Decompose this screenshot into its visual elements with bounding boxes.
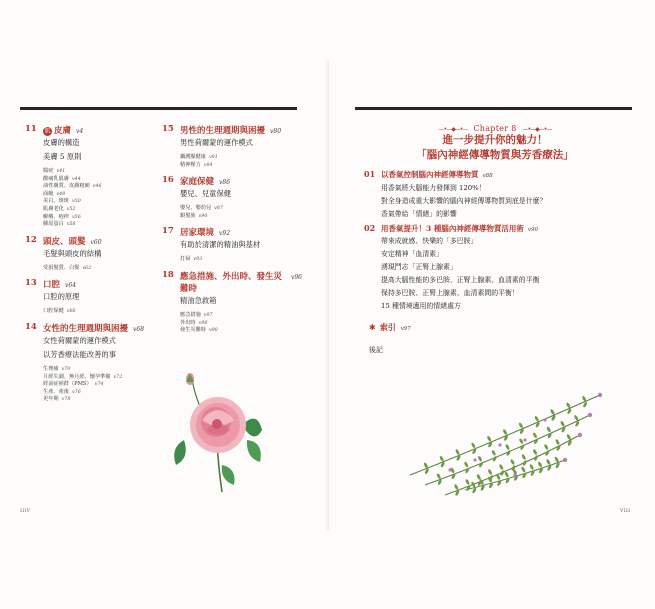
section-label: 美膚 5 原則 bbox=[43, 152, 82, 161]
rose-illustration bbox=[162, 370, 272, 495]
toc-subsection bbox=[180, 327, 302, 335]
chapter-page: v60 bbox=[90, 238, 102, 246]
chapter-number: 11 bbox=[25, 124, 37, 134]
chapter-page: v86 bbox=[219, 179, 231, 187]
subsection-label: 應急措施 bbox=[180, 311, 201, 318]
chapter-title-row bbox=[25, 278, 165, 290]
chapter-number: 16 bbox=[162, 175, 174, 186]
subsection-label: 攝護腺健康 bbox=[180, 154, 206, 160]
section-item: 帶來成就感、快樂的「多巴胺」 bbox=[381, 237, 478, 245]
chapter-badge-icon: 肌 bbox=[44, 128, 51, 135]
chapter-title-line1: 進一步提升你的魅力！ bbox=[442, 134, 548, 146]
chapter-title-row bbox=[25, 322, 165, 334]
thyme-illustration bbox=[405, 390, 605, 500]
chapter-number: 17 bbox=[162, 226, 174, 237]
subsection-page: v70 bbox=[61, 366, 71, 372]
chapter-number: 12 bbox=[25, 234, 37, 245]
chapter-body bbox=[162, 136, 302, 169]
subsection-label: 嬰兒、嬰幼兒 bbox=[180, 205, 212, 212]
toc-subsection bbox=[180, 213, 302, 221]
subsection-page: v93 bbox=[193, 257, 203, 263]
section-label: 嬰兒、兒童保健 bbox=[180, 189, 232, 199]
subsection-label: 銀髮族 bbox=[180, 212, 196, 219]
toc-chapter bbox=[25, 322, 165, 404]
top-rule-right bbox=[355, 107, 632, 110]
section-label: 口腔的原理 bbox=[43, 292, 80, 302]
subsection-label: 經前症候群（PMS） bbox=[43, 381, 92, 388]
toc-subsection bbox=[43, 168, 165, 176]
section-number: 01 bbox=[364, 169, 376, 179]
section-label: 毛髮與頭皮的結構 bbox=[43, 248, 102, 258]
chapter-body bbox=[162, 187, 302, 220]
subsection-page: v62 bbox=[82, 265, 92, 271]
subsection-page: v90 bbox=[198, 213, 208, 219]
toc-chapter bbox=[162, 226, 302, 264]
chapter-page: v80 bbox=[270, 128, 282, 135]
chapter-number: 15 bbox=[162, 124, 174, 134]
subsection-page: v78 bbox=[61, 397, 71, 403]
chapter-page: v4 bbox=[76, 128, 84, 135]
toc-subsection bbox=[43, 396, 165, 404]
toc-subsection bbox=[180, 162, 302, 170]
subsection-label: 癬癢、疱疹 bbox=[43, 213, 69, 220]
subsection-page: v98 bbox=[198, 320, 208, 326]
subsection-page: v72 bbox=[113, 374, 123, 380]
toc-chapter bbox=[162, 124, 302, 169]
subsection-label: 酸痛乳肌膚 bbox=[43, 175, 69, 182]
star-icon: ✱ bbox=[369, 323, 376, 332]
chapter-title: 頭皮、頭髮 bbox=[43, 236, 86, 247]
book-spine bbox=[326, 60, 329, 530]
section-label: 女性荷爾蒙的運作模式 bbox=[43, 335, 116, 345]
section-title: 以香氣控制腦內神經傳導物質 bbox=[381, 170, 479, 179]
toc-subsection bbox=[43, 374, 165, 382]
chapter-title-row bbox=[162, 270, 302, 294]
toc-subsection bbox=[43, 183, 165, 191]
chapter-title-row bbox=[162, 226, 302, 238]
toc-subsection bbox=[43, 206, 165, 214]
chapter-number: 18 bbox=[162, 269, 174, 280]
chapter-title: 居家環境 bbox=[180, 228, 215, 239]
section-label: 精油急救箱 bbox=[180, 295, 217, 305]
toc-section bbox=[180, 238, 302, 252]
chapter-title: 女性的生理週期與困擾 bbox=[43, 323, 129, 334]
chapter-body bbox=[162, 294, 302, 335]
chapter-title-row bbox=[25, 124, 165, 136]
subsection-label: 醫疣 bbox=[43, 168, 54, 174]
toc-subsection bbox=[180, 205, 302, 213]
subsection-label: 外出時 bbox=[180, 319, 196, 326]
toc-chapter bbox=[25, 235, 165, 273]
toc-chapter bbox=[25, 124, 165, 229]
subsection-page: v87 bbox=[214, 206, 223, 212]
epilogue-entry: 後記 bbox=[369, 346, 383, 354]
toc-subsection bbox=[43, 265, 165, 273]
chapter-number: 14 bbox=[25, 321, 37, 332]
toc-subsection bbox=[43, 389, 165, 397]
toc-subsection bbox=[43, 308, 165, 316]
ornament-right-icon: —•—◆—•— bbox=[522, 126, 552, 133]
chapter-page: v68 bbox=[133, 325, 145, 333]
subsection-label: 膠原蛋白 bbox=[43, 221, 64, 228]
subsection-page: v74 bbox=[94, 382, 104, 388]
chapter-page: v64 bbox=[65, 282, 77, 290]
ornament-left-icon: —•—◆—•— bbox=[438, 126, 468, 133]
subsection-label: 生理痛 bbox=[43, 365, 59, 372]
section-item: 15 種情境適用的情緒處方 bbox=[381, 302, 461, 310]
toc-subsection bbox=[43, 366, 165, 374]
chapter-body bbox=[25, 334, 165, 404]
chapter-body bbox=[25, 136, 165, 229]
chapter-title-row bbox=[162, 124, 302, 136]
subsection-page: v66 bbox=[66, 309, 76, 315]
subsection-page: v76 bbox=[71, 389, 81, 395]
toc-section bbox=[180, 136, 302, 150]
subsection-page: v81 bbox=[208, 155, 218, 160]
section-item: 對全身造成重大影響的腦內神經傳導物質到底是什麼？ bbox=[381, 197, 547, 205]
subsection-page: v98 bbox=[208, 328, 218, 334]
toc-section bbox=[43, 290, 165, 304]
subsection-label: 生產、產後 bbox=[43, 388, 69, 395]
chapter-title-row bbox=[162, 175, 302, 187]
toc-subsection bbox=[43, 221, 165, 229]
section-page: v90 bbox=[527, 227, 538, 233]
toc-column-middle bbox=[162, 124, 302, 341]
section-page: v88 bbox=[482, 173, 493, 179]
chapter-title: 應急措施、外出時、發生災難時 bbox=[180, 271, 283, 294]
toc-subsection bbox=[180, 256, 302, 264]
subsection-label: 受損髮質、白髮 bbox=[43, 264, 80, 271]
subsection-page: v46 bbox=[92, 184, 102, 190]
section-label: 男性荷爾蒙的運作模式 bbox=[180, 138, 253, 147]
toc-subsection bbox=[180, 312, 302, 320]
chapter-number: 13 bbox=[25, 278, 37, 289]
chapter-heading bbox=[380, 124, 610, 163]
chapter-page: v92 bbox=[219, 230, 231, 238]
toc-section bbox=[43, 136, 165, 150]
index-label: 索引 bbox=[379, 322, 396, 332]
folio-left: ıııv bbox=[20, 507, 31, 514]
chapter-title-line2: 「腦內神經傳導物質與芳香療法」 bbox=[416, 149, 574, 161]
toc-chapter bbox=[25, 278, 165, 316]
toc-subsection bbox=[180, 154, 302, 162]
subsection-page: v84 bbox=[203, 162, 213, 168]
subsection-page: v58 bbox=[66, 222, 76, 228]
subsection-page: v44 bbox=[71, 176, 81, 182]
subsection-label: 面皰 bbox=[43, 190, 54, 197]
chapter-body bbox=[162, 238, 302, 264]
toc-chapter bbox=[162, 270, 302, 335]
toc-section bbox=[180, 294, 302, 308]
section-item: 提高大腦性能的多巴胺、正腎上腺素、血清素的平衡 bbox=[381, 276, 540, 284]
section-item: 保持多巴胺、正腎上腺素、血清素間的平衡！ bbox=[381, 289, 519, 297]
toc-section bbox=[43, 348, 165, 362]
section-label: 皮膚的構造 bbox=[43, 138, 80, 147]
subsection-label: 月經失調、無月經、懷孕準備 bbox=[43, 373, 111, 380]
section-label: 有助於清潔的精油與基材 bbox=[180, 240, 261, 250]
subsection-label: 美白、斑斑 bbox=[43, 198, 69, 205]
section-item: 湧現鬥志「正腎上腺素」 bbox=[381, 263, 457, 271]
chapter-title: 家庭保健 bbox=[180, 177, 215, 188]
subsection-label: 更年期 bbox=[43, 396, 59, 403]
subsection-page: v56 bbox=[71, 214, 81, 220]
section-item: 安定精神「血清素」 bbox=[381, 250, 444, 258]
chapter-label: Chapter 8 bbox=[473, 124, 517, 133]
subsection-label: 油性膚質、皮膚粗硬 bbox=[43, 183, 90, 190]
subsection-label: 肌膚老化 bbox=[43, 205, 64, 212]
subsection-label: 發生災難時 bbox=[180, 327, 206, 334]
chapter-body bbox=[25, 290, 165, 316]
index-page: v97 bbox=[400, 326, 411, 332]
chapter-title: 皮膚 bbox=[54, 126, 72, 136]
index-entry bbox=[369, 322, 411, 333]
subsection-label: 精神壓力 bbox=[180, 161, 201, 168]
folio-right: vııı bbox=[620, 507, 631, 514]
subsection-page: v52 bbox=[66, 206, 76, 212]
toc-section bbox=[43, 334, 165, 348]
top-rule-left bbox=[20, 107, 297, 110]
toc-section bbox=[43, 150, 165, 164]
section-label: 以芳香療法能改善的事 bbox=[43, 349, 116, 359]
toc-section bbox=[43, 247, 165, 261]
toc-subsection bbox=[43, 381, 165, 389]
section-item: 用香氣將大腦能力發揮到 120%！ bbox=[381, 184, 486, 192]
chapter-title: 男性的生理週期與困擾 bbox=[180, 126, 266, 136]
subsection-label: 打掃 bbox=[180, 256, 191, 263]
chapter-title: 口腔 bbox=[43, 280, 61, 291]
section-number: 02 bbox=[364, 223, 376, 233]
toc-subsection bbox=[43, 198, 165, 206]
section-item: 香氣帶給「情緒」的影響 bbox=[381, 210, 457, 218]
subsection-page: v97 bbox=[203, 312, 213, 318]
subsection-page: v50 bbox=[71, 199, 81, 205]
subsection-page: v41 bbox=[56, 169, 66, 174]
section-title: 用香氣提升！3 種腦內神經傳導物質活用術 bbox=[381, 224, 524, 233]
chapter-body bbox=[25, 247, 165, 273]
subsection-page: v48 bbox=[56, 191, 66, 197]
toc-column-left bbox=[25, 124, 165, 410]
toc-section bbox=[180, 187, 302, 201]
chapter-title-row bbox=[25, 235, 165, 247]
chapter-page: v96 bbox=[290, 273, 302, 281]
subsection-label: 口腔保健 bbox=[43, 308, 64, 315]
toc-chapter bbox=[162, 175, 302, 220]
